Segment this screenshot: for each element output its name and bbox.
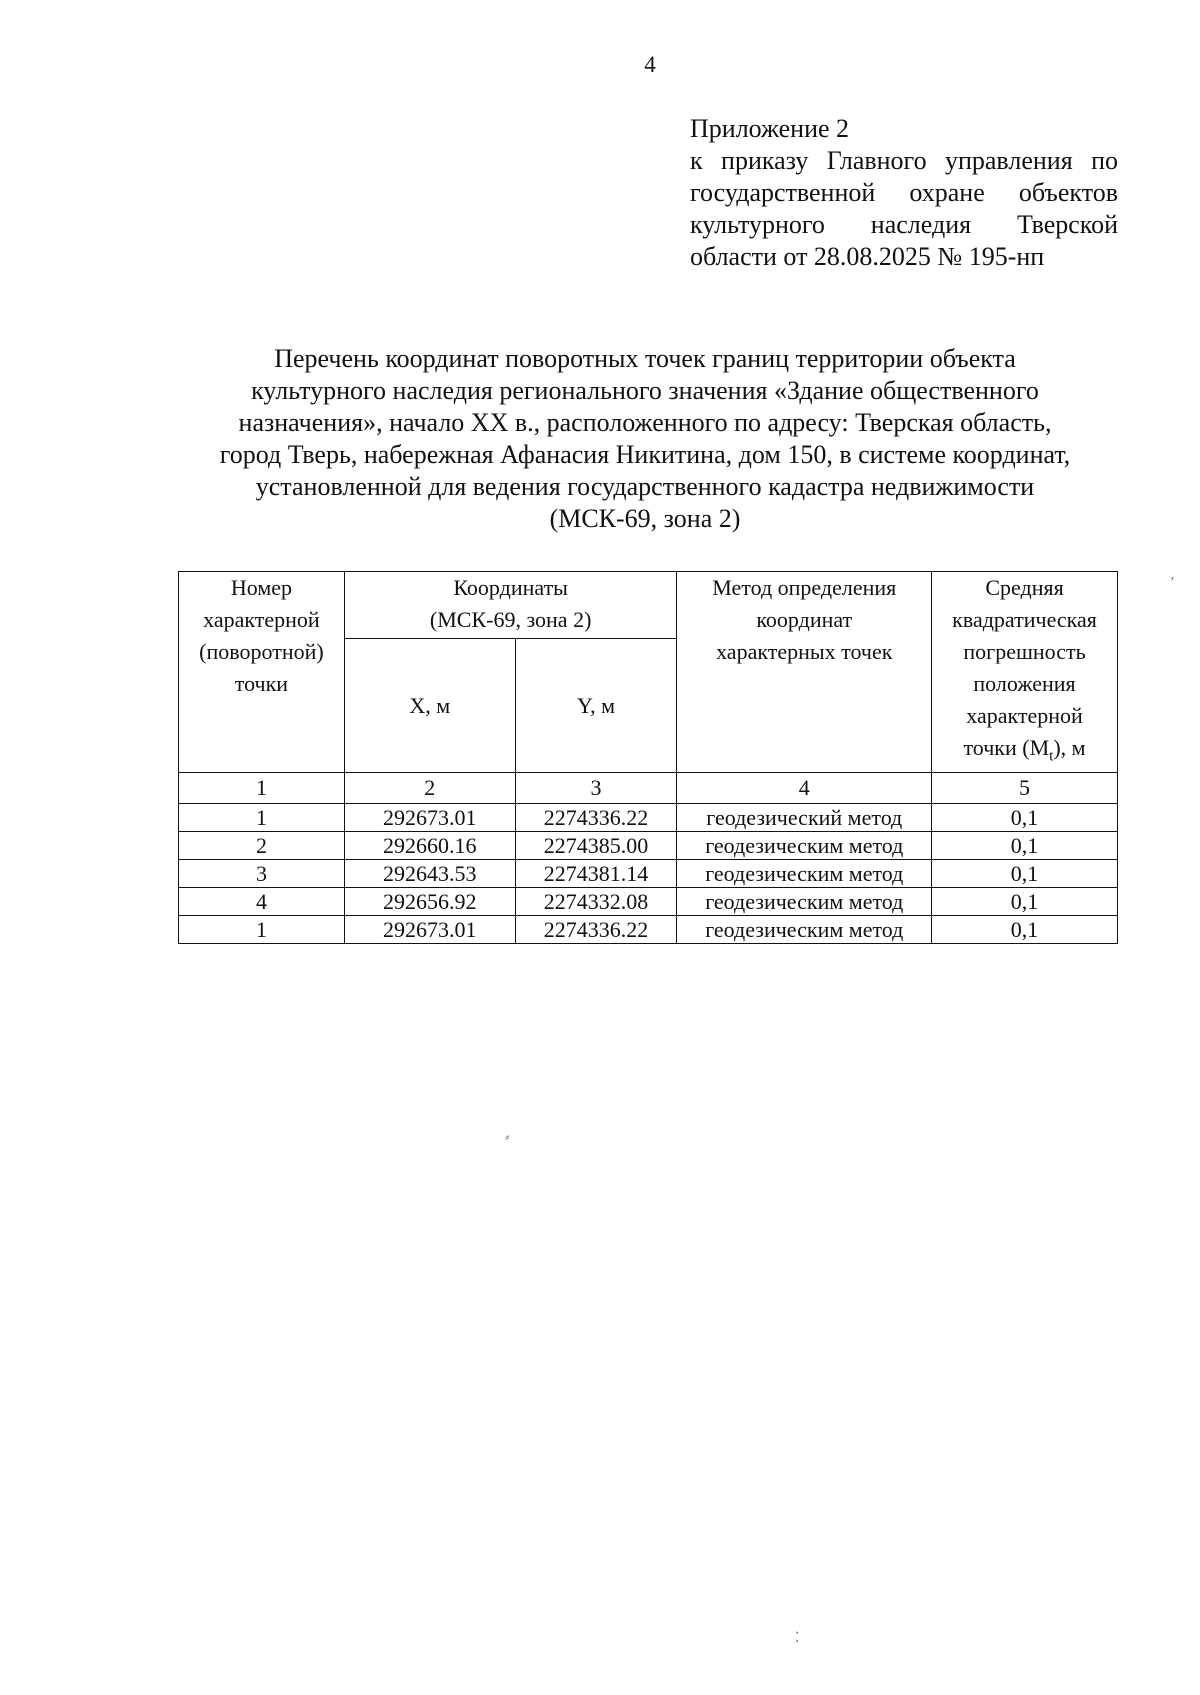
column-number: 5 — [932, 773, 1118, 804]
column-numbers-row — [179, 773, 1118, 804]
cell-error: 0,1 — [932, 832, 1118, 860]
header-error: Средняя квадратическая погрешность положения характерной точки $(M_t)$, м — [932, 572, 1118, 773]
title-line: Перечень координат поворотных точек границ территории объекта — [274, 344, 1016, 373]
column-number: 1 — [179, 773, 345, 804]
appendix-line: области от 28.08.2025 № 195-нп — [690, 242, 1045, 271]
cell-x: 292660.16 — [344, 832, 515, 860]
cell-method: геодезическим метод — [677, 916, 932, 944]
cell-y: 2274381.14 — [515, 860, 677, 888]
cell-y: 2274385.00 — [515, 832, 677, 860]
column-number: 4 — [677, 773, 932, 804]
coordinates-table — [178, 571, 1118, 944]
cell-point: 1 — [179, 916, 345, 944]
cell-point: 2 — [179, 832, 345, 860]
scan-speck: ⁚ — [795, 1631, 800, 1646]
cell-method: геодезическим метод — [677, 832, 932, 860]
appendix-line: культурного наследия Тверской — [690, 210, 1118, 239]
appendix-line: Приложение 2 — [690, 114, 850, 143]
cell-y: 2274336.22 — [515, 916, 677, 944]
title-line: культурного наследия регионального значения «Здание общественного — [251, 376, 1039, 405]
cell-method: геодезическим метод — [677, 860, 932, 888]
cell-x: 292673.01 — [344, 804, 515, 832]
document-title — [170, 343, 1120, 535]
title-line: (МСК-69, зона 2) — [549, 504, 741, 533]
table-row — [179, 832, 1118, 860]
cell-error: 0,1 — [932, 888, 1118, 916]
title-line: установленной для ведения государственного кадастра недвижимости — [255, 472, 1035, 501]
scan-speck: ⸗ — [505, 1130, 510, 1145]
table-row — [179, 888, 1118, 916]
table-row — [179, 916, 1118, 944]
appendix-line: государственной охране объектов — [690, 178, 1118, 207]
cell-method: геодезическим метод — [677, 888, 932, 916]
cell-x: 292673.01 — [344, 916, 515, 944]
cell-y: 2274336.22 — [515, 804, 677, 832]
cell-y: 2274332.08 — [515, 888, 677, 916]
cell-point: 1 — [179, 804, 345, 832]
table-row — [179, 860, 1118, 888]
scan-speck: ’ — [1170, 575, 1175, 590]
column-number: 3 — [515, 773, 677, 804]
cell-error: 0,1 — [932, 804, 1118, 832]
cell-error: 0,1 — [932, 916, 1118, 944]
cell-x: 292643.53 — [344, 860, 515, 888]
table-row — [179, 804, 1118, 832]
header-method: Метод определения координат характерных точек — [677, 572, 932, 773]
cell-point: 3 — [179, 860, 345, 888]
cell-method: геодезический метод — [677, 804, 932, 832]
header-x: X, м — [344, 639, 515, 773]
header-point-number: Номер характерной (поворотной) точки — [179, 572, 345, 773]
appendix-header — [690, 113, 1118, 273]
cell-error: 0,1 — [932, 860, 1118, 888]
title-line: город Тверь, набережная Афанасия Никитина, дом 150, в системе координат, — [219, 440, 1071, 469]
column-number: 2 — [344, 773, 515, 804]
header-coordinates: Координаты (МСК-69, зона 2) — [344, 572, 677, 639]
appendix-line: к приказу Главного управления по — [690, 146, 1118, 175]
error-last-line: точки $(M_t)$, м — [963, 735, 1086, 765]
page-number: 4 — [644, 52, 656, 77]
cell-point: 4 — [179, 888, 345, 916]
title-line: назначения», начало XX в., расположенного по адресу: Тверская область, — [238, 408, 1052, 437]
cell-x: 292656.92 — [344, 888, 515, 916]
header-y: Y, м — [515, 639, 677, 773]
